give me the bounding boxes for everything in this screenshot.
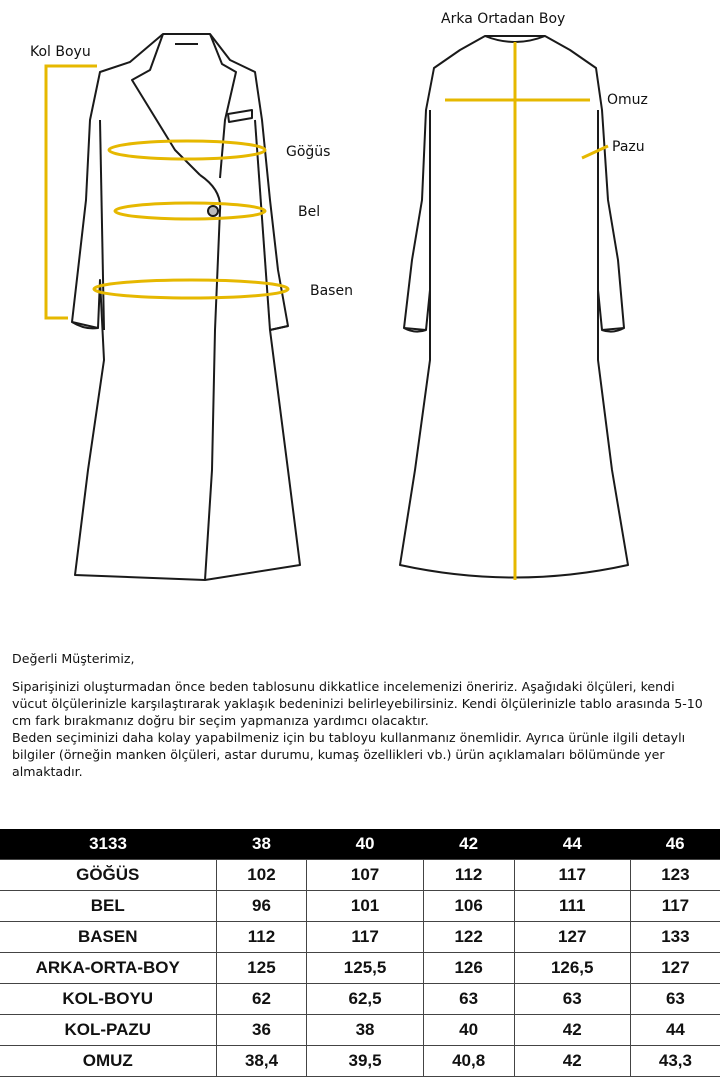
table-cell: 36: [216, 1015, 307, 1046]
header-size: 42: [423, 829, 514, 860]
table-cell: 63: [423, 984, 514, 1015]
row-label: KOL-BOYU: [0, 984, 216, 1015]
table-cell: 122: [423, 922, 514, 953]
table-cell: 38,4: [216, 1046, 307, 1077]
size-table: [0, 829, 720, 1077]
table-cell: 112: [216, 922, 307, 953]
row-label: GÖĞÜS: [0, 860, 216, 891]
table-cell: 63: [630, 984, 720, 1015]
table-cell: 117: [630, 891, 720, 922]
table-cell: 96: [216, 891, 307, 922]
intro-text: [12, 650, 712, 780]
row-label: ARKA-ORTA-BOY: [0, 953, 216, 984]
table-row: [0, 922, 720, 953]
table-cell: 126: [423, 953, 514, 984]
table-row: [0, 1015, 720, 1046]
table-cell: 39,5: [307, 1046, 423, 1077]
table-cell: 111: [514, 891, 630, 922]
table-row: [0, 891, 720, 922]
table-cell: 125,5: [307, 953, 423, 984]
table-row: [0, 1046, 720, 1077]
header-model-code: 3133: [0, 829, 216, 860]
table-cell: 40: [423, 1015, 514, 1046]
label-omuz: Omuz: [607, 92, 648, 108]
greeting: Değerli Müşterimiz,: [12, 651, 135, 666]
table-cell: 44: [630, 1015, 720, 1046]
table-cell: 42: [514, 1046, 630, 1077]
table-cell: 38: [307, 1015, 423, 1046]
table-cell: 101: [307, 891, 423, 922]
size-table-header: [0, 829, 720, 860]
label-kol-boyu: Kol Boyu: [30, 44, 91, 60]
table-cell: 117: [514, 860, 630, 891]
table-cell: 117: [307, 922, 423, 953]
row-label: BEL: [0, 891, 216, 922]
row-label: BASEN: [0, 922, 216, 953]
table-cell: 107: [307, 860, 423, 891]
table-cell: 62: [216, 984, 307, 1015]
table-row: [0, 953, 720, 984]
header-size: 38: [216, 829, 307, 860]
table-row: [0, 984, 720, 1015]
header-size: 40: [307, 829, 423, 860]
table-cell: 127: [514, 922, 630, 953]
coat-front-illustration: [72, 34, 300, 580]
table-cell: 106: [423, 891, 514, 922]
table-cell: 40,8: [423, 1046, 514, 1077]
label-arka-orta-boy: Arka Ortadan Boy: [441, 11, 566, 27]
table-cell: 125: [216, 953, 307, 984]
header-size: 44: [514, 829, 630, 860]
table-cell: 62,5: [307, 984, 423, 1015]
label-pazu: Pazu: [612, 139, 645, 155]
table-cell: 126,5: [514, 953, 630, 984]
row-label: KOL-PAZU: [0, 1015, 216, 1046]
table-cell: 63: [514, 984, 630, 1015]
table-cell: 42: [514, 1015, 630, 1046]
table-cell: 102: [216, 860, 307, 891]
table-cell: 123: [630, 860, 720, 891]
intro-paragraph-2: Beden seçiminizi daha kolay yapabilmeniz için bu tabloyu kullanmanız önemlidir. Ayrıca ürünle ilgili detaylı bilgiler (örneğin manken ölçüleri, astar durumu, kumaş özellikleri vb.) ürün açıklamaları bölümünde yer almaktadır.: [12, 730, 686, 779]
table-row: [0, 860, 720, 891]
table-cell: 133: [630, 922, 720, 953]
header-size: 46: [630, 829, 720, 860]
table-cell: 112: [423, 860, 514, 891]
row-label: OMUZ: [0, 1046, 216, 1077]
label-bel: Bel: [298, 204, 321, 220]
table-cell: 43,3: [630, 1046, 720, 1077]
table-cell: 127: [630, 953, 720, 984]
label-gogus: Göğüs: [286, 144, 331, 160]
intro-paragraph-1: Siparişinizi oluşturmadan önce beden tablosunu dikkatlice incelemenizi öneririz. Aşağıdaki ölçüleri, kendi vücut ölçülerinizle karşılaştırarak yaklaşık bedeninizi belirleyebilirsiniz. Kendi ölçülerinizle tablo arasında 5-10 cm fark bırakmanız doğru bir seçim yapmanıza yardımcı olacaktır.: [12, 679, 703, 728]
label-basen: Basen: [310, 283, 353, 299]
